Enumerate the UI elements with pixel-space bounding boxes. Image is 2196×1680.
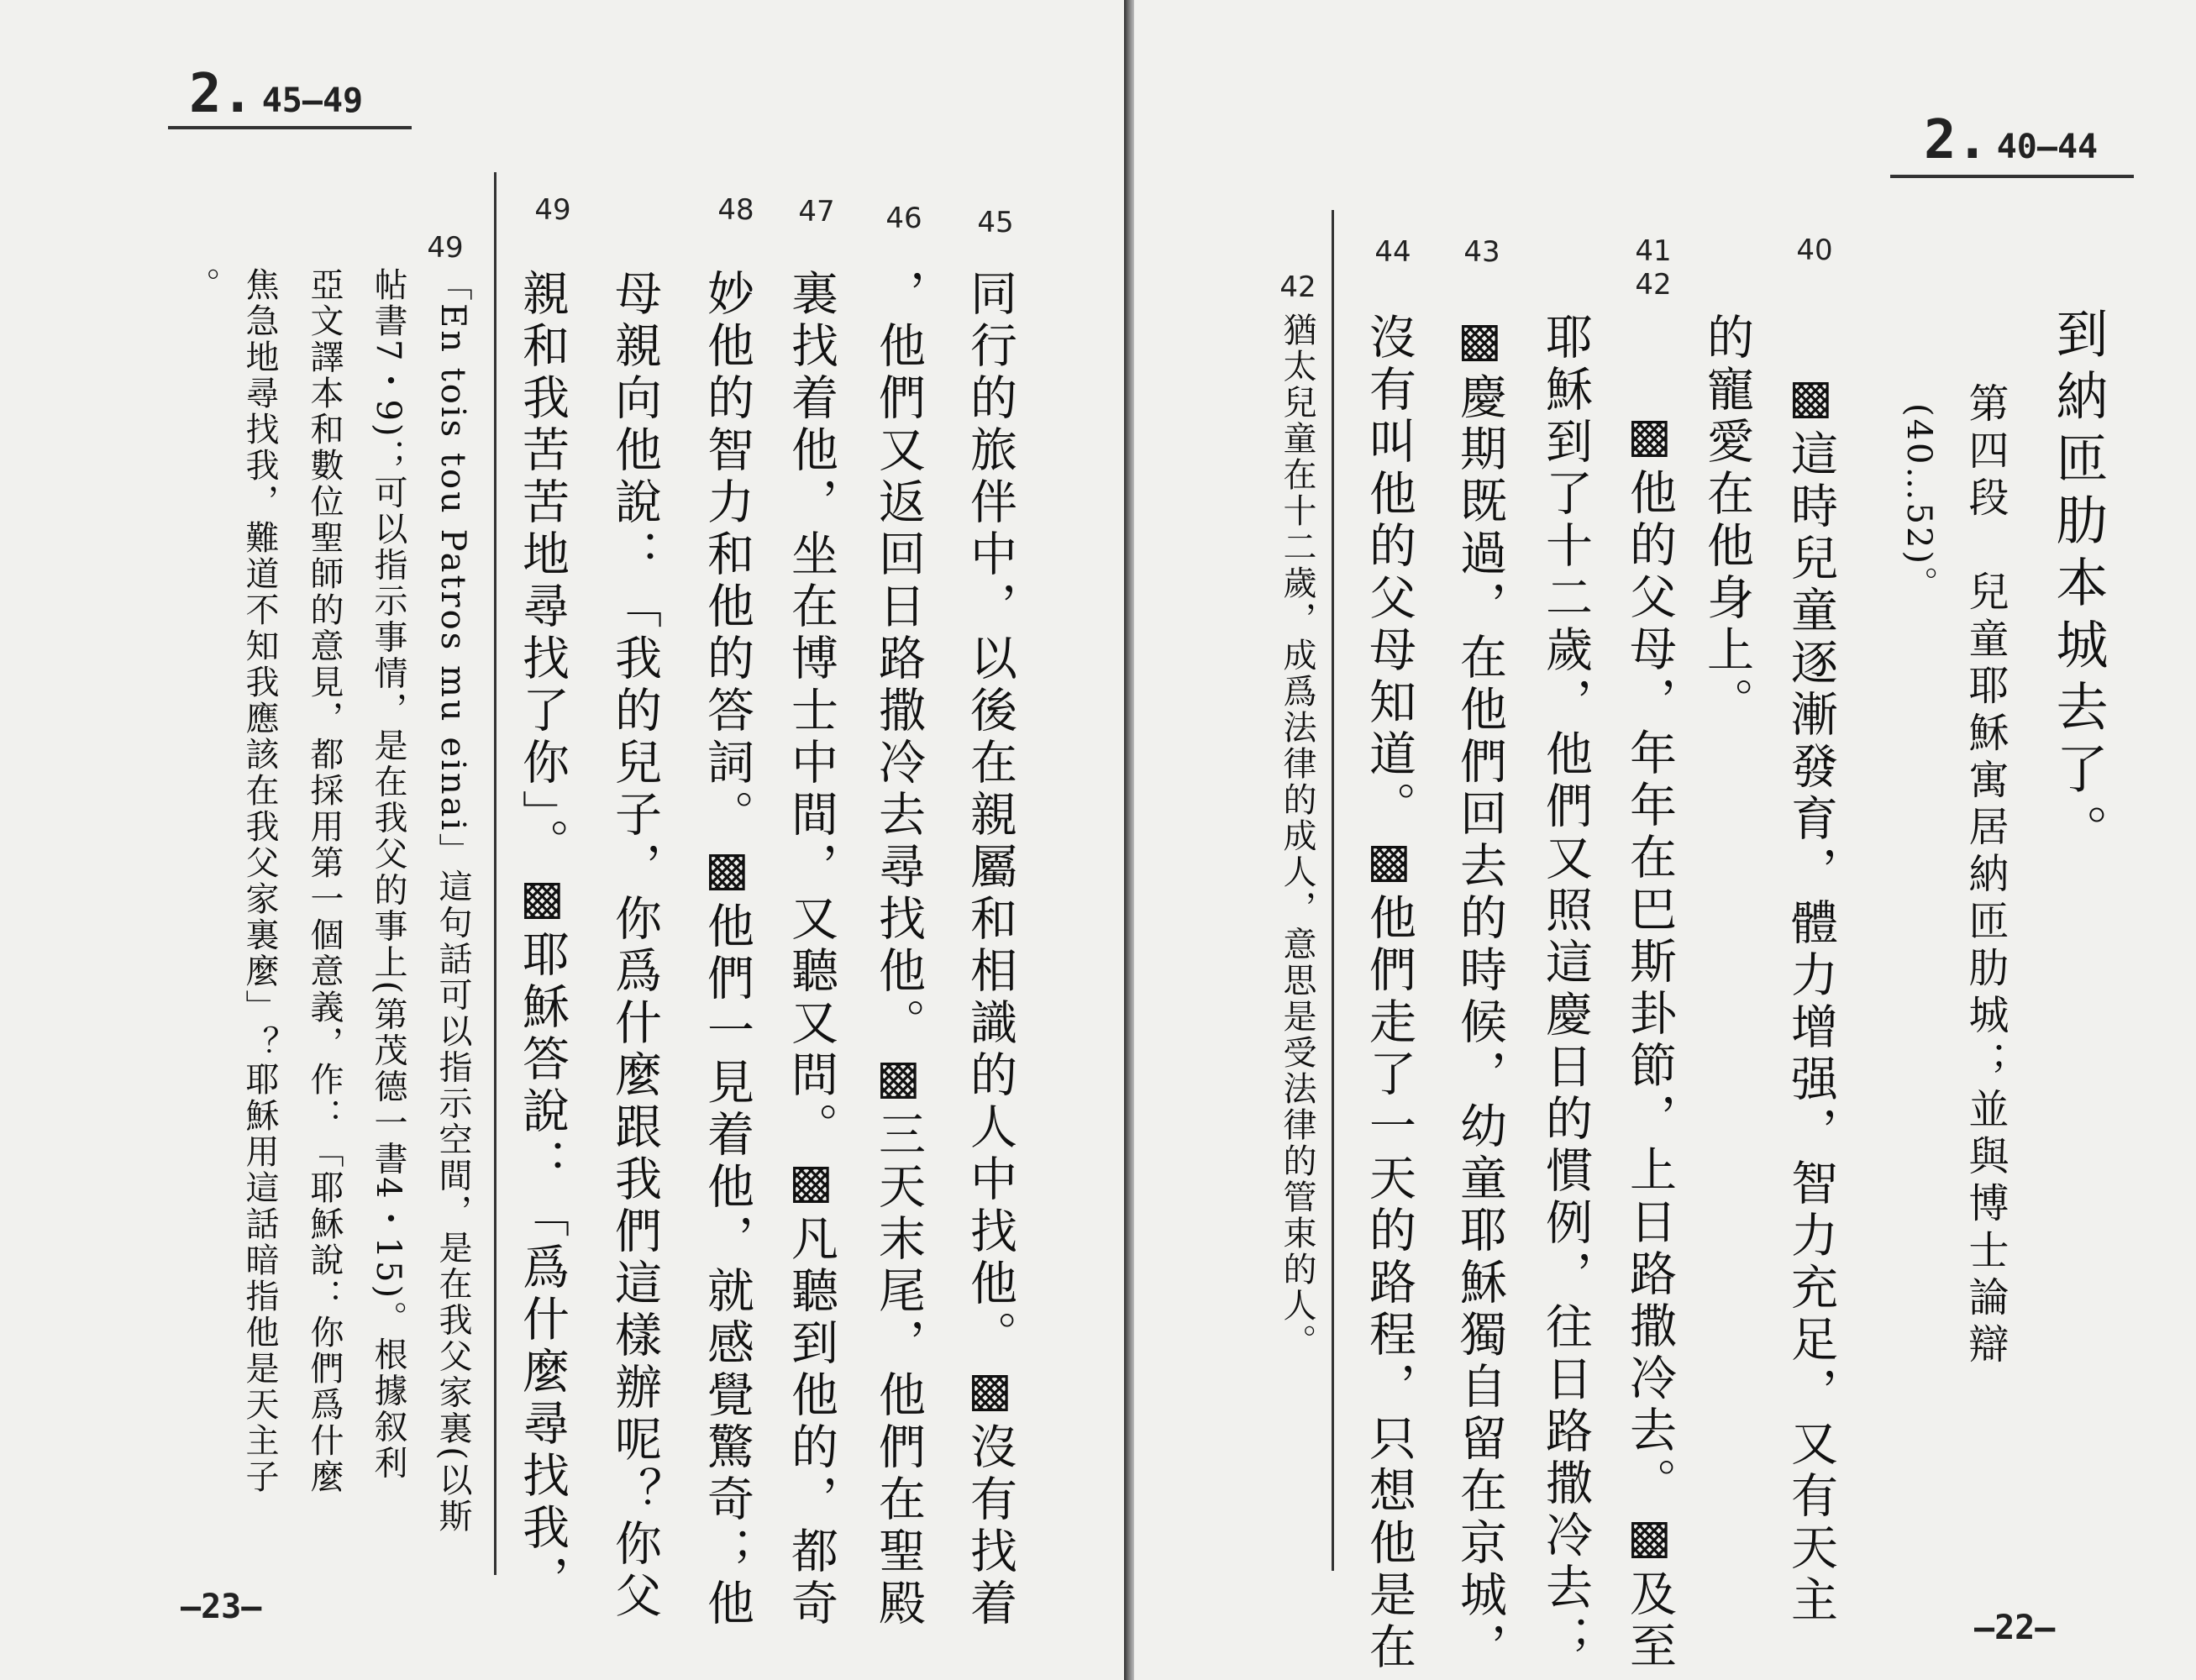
section-heading: 第四段 兒童耶穌寓居納匝肋城；並與博士論辯 [1962, 382, 2009, 1370]
note-line-5: 。 [181, 267, 220, 303]
right-note-verse-number: 42 [1279, 270, 1316, 304]
verse-number-44: 44 [1374, 235, 1411, 269]
text-column-2: ，他們又返回日路撒冷去尋找他。▩三天末尾，他們在聖殿 [871, 269, 926, 1630]
note-line-1: 「En tois tou Patros mu einai」這句話可以指示空間，是在我父家裏(以斯 [433, 267, 472, 1535]
verse-40-line-2: 的寵愛在他身上。 [1700, 312, 1754, 729]
note-line-4: 焦急地尋找我，難道不知我應該在我父家裏麼」？耶穌用這話暗指他是天主子 [240, 267, 279, 1495]
right-page [1134, 0, 2196, 1680]
verse-number-45: 45 [977, 206, 1014, 239]
verse-number-47: 47 [798, 195, 835, 228]
note-line-2: 帖書7・9)；可以指示事情，是在我父的事上(第茂德一書4・15)。根據叙利 [369, 267, 407, 1482]
verse-number-49: 49 [534, 193, 571, 227]
left-chapter-number: 2. [189, 63, 255, 125]
verse-number-40: 40 [1796, 234, 1833, 267]
text-column-5: 母親向他說：「我的兒子，你爲什麼跟我們這樣辦呢？你父 [607, 269, 662, 1623]
text-column-3: 裏找着他，坐在博士中間，又聽又問。▩凡聽到他的，都奇 [784, 269, 838, 1630]
text-column-1: 同行的旅伴中，以後在親屬和相識的人中找他。▩沒有找着 [963, 269, 1017, 1630]
note-line-3: 亞文譯本和數位聖師的意見，都採用第一個意義，作：「耶穌說：你們爲什麼 [305, 267, 344, 1495]
section-verse-range: (40…52)。 [1899, 403, 1938, 603]
verse-number-46: 46 [885, 202, 922, 235]
right-folio: —22— [1974, 1609, 2056, 1647]
note-verse-number: 49 [427, 231, 464, 265]
left-running-head [189, 63, 363, 125]
text-column-6: 親和我苦苦地尋找了你」。▩耶穌答說：「爲什麼尋找我， [515, 269, 570, 1607]
left-note-rule [494, 172, 496, 1575]
text-column-4: 妙他的智力和他的答詞。▩他們一見着他，就感覺驚奇；他 [700, 269, 754, 1630]
section-title-continuation: 到納匝肋本城去了。 [2047, 307, 2109, 866]
verse-number-48: 48 [717, 193, 754, 227]
left-verse-range: 45—49 [261, 81, 364, 120]
left-head-rule [168, 126, 412, 129]
verse-number-41: 41 [1635, 234, 1672, 268]
verse-41-line-1: ▩他的父母，年年在巴斯卦節，上日路撒冷去。▩及至 [1622, 408, 1677, 1673]
right-verse-range: 40—44 [1996, 128, 2099, 166]
verse-41-line-2: 耶穌到了十二歲，他們又照這慶日的慣例，往日路撒冷去； [1538, 312, 1593, 1667]
right-head-rule [1890, 175, 2134, 178]
right-running-head [1924, 109, 2098, 171]
right-note-rule [1332, 210, 1334, 1571]
right-note-text: 猶太兒童在十二歲，成爲法律的成人，意思是受法律的管束的人。 [1278, 312, 1316, 1360]
right-chapter-number: 2. [1924, 109, 1989, 171]
verse-number-42: 42 [1635, 268, 1672, 302]
verse-40-line-1: ▩這時兒童逐漸發育，體力增强，智力充足，又有天主 [1784, 370, 1838, 1627]
left-folio: —23— [181, 1588, 262, 1626]
book-gutter [1124, 0, 1134, 1680]
verse-number-43: 43 [1463, 235, 1500, 269]
verse-43-line: ▩慶期既過，在他們回去的時候，幼童耶穌獨自留在京城， [1453, 312, 1507, 1674]
verse-44-line: 沒有叫他的父母知道。▩他們走了一天的路程，只想他是在 [1362, 312, 1416, 1674]
